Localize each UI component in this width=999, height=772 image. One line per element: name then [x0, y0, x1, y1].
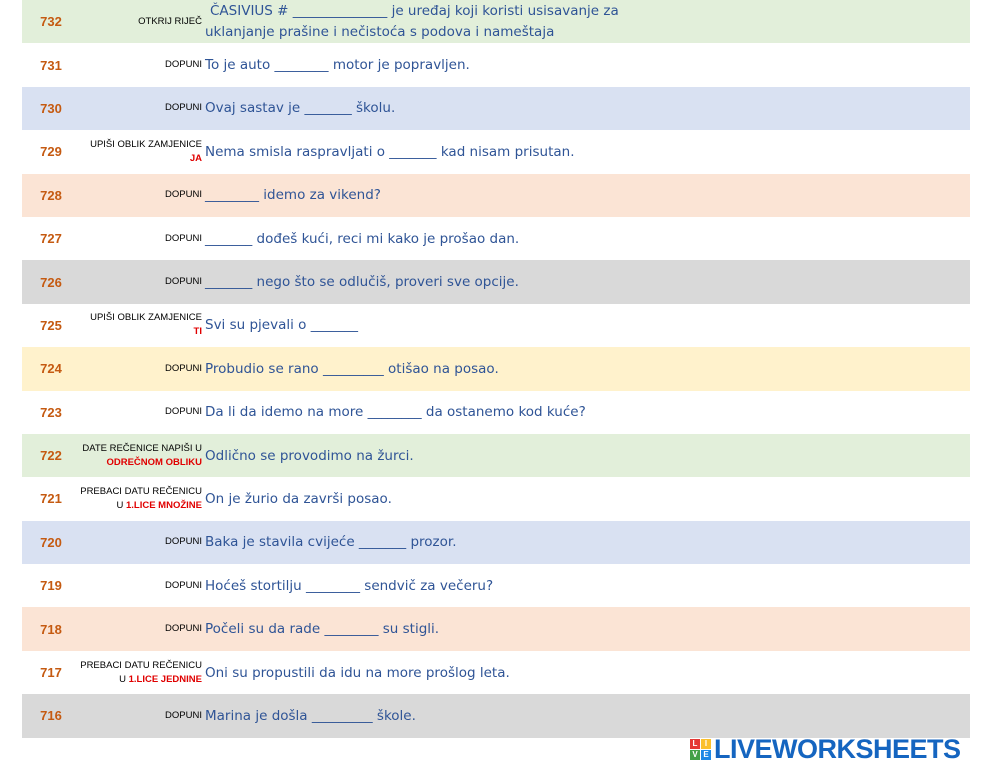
row-number: 716 [40, 708, 62, 724]
table-row [22, 607, 970, 650]
logo-text: LIVEWORKSHEETS [714, 733, 961, 764]
row-instruction: UPIŠI OBLIK ZAMJENICE JA [90, 138, 202, 164]
table-row [22, 43, 970, 86]
table-row [22, 434, 970, 477]
table-row [22, 217, 970, 260]
row-instruction: DOPUNI [165, 189, 202, 201]
row-task: On je žurio da završi posao. [205, 490, 392, 507]
row-number: 718 [40, 621, 62, 637]
row-task: Baka je stavila cvijeće _______ prozor. [205, 534, 457, 551]
row-number: 717 [40, 665, 62, 681]
row-instruction: UPIŠI OBLIK ZAMJENICE TI [90, 312, 202, 338]
row-instruction: DOPUNI [165, 276, 202, 288]
table-row [22, 347, 970, 390]
row-task: Nema smisla raspravljati o _______ kad nisam prisutan. [205, 143, 575, 160]
table-row [22, 304, 970, 347]
table-row [22, 87, 970, 130]
table-row [22, 694, 970, 737]
table-row [22, 130, 970, 173]
logo-grid-icon: L I V E [690, 739, 711, 760]
row-instruction: PREBACI DATU REČENICU U 1.LICE JEDNINE [80, 659, 202, 685]
row-number: 722 [40, 448, 62, 464]
row-task: Odlično se provodimo na žurci. [205, 447, 414, 464]
row-instruction: DOPUNI [165, 536, 202, 548]
row-instruction: PREBACI DATU REČENICU U 1.LICE MNOŽINE [80, 485, 202, 511]
row-instruction: DOPUNI [165, 579, 202, 591]
row-instruction: DOPUNI [165, 232, 202, 244]
row-number: 729 [40, 144, 62, 160]
row-task: Oni su propustili da idu na more prošlog leta. [205, 664, 510, 681]
row-task: To je auto ________ motor je popravljen. [205, 57, 470, 74]
table-row [22, 174, 970, 217]
row-instruction: DOPUNI [165, 623, 202, 635]
row-instruction: DOPUNI [165, 709, 202, 721]
row-number: 725 [40, 317, 62, 333]
row-number: 727 [40, 231, 62, 247]
table-row [22, 564, 970, 607]
row-task: Ovaj sastav je _______ školu. [205, 100, 396, 117]
row-task: Počeli su da rade ________ su stigli. [205, 621, 440, 638]
row-number: 732 [40, 14, 62, 30]
table-row [22, 260, 970, 303]
row-instruction: DOPUNI [165, 59, 202, 71]
row-task: Svi su pjevali o _______ [205, 317, 358, 334]
row-task: _______ nego što se odlučiš, proveri sve opcije. [205, 274, 519, 291]
row-task: Probudio se rano _________ otišao na posao. [205, 360, 499, 377]
row-task: Hoćeš stortilju ________ sendvič za večeru? [205, 577, 494, 594]
row-number: 728 [40, 187, 62, 203]
row-instruction: DATE REČENICE NAPIŠI U ODREČNOM OBLIKU [82, 442, 202, 468]
row-number: 720 [40, 534, 62, 550]
liveworksheets-logo [690, 733, 961, 765]
row-task: _______ dođeš kući, reci mi kako je prošao dan. [205, 230, 520, 247]
worksheet-table [22, 0, 970, 738]
row-number: 731 [40, 57, 62, 73]
row-number: 721 [40, 491, 62, 507]
table-row [22, 0, 970, 43]
row-number: 724 [40, 361, 62, 377]
row-instruction: DOPUNI [165, 362, 202, 374]
table-row [22, 391, 970, 434]
row-number: 726 [40, 274, 62, 290]
row-number: 719 [40, 578, 62, 594]
row-task: Da li da idemo na more ________ da ostanemo kod kuće? [205, 404, 586, 421]
row-number: 723 [40, 404, 62, 420]
row-task: ________ idemo za vikend? [205, 187, 381, 204]
table-row [22, 477, 970, 520]
row-task: ČASIVIUS # ______________ je uređaj koji koristi usisavanje za uklanjanje prašine i nečistoća s podova i nameštaja [205, 2, 619, 40]
table-row [22, 521, 970, 564]
row-number: 730 [40, 100, 62, 116]
row-instruction: DOPUNI [165, 406, 202, 418]
table-row [22, 651, 970, 694]
row-instruction: DOPUNI [165, 102, 202, 114]
row-instruction: OTKRIJ RIJEČ [138, 15, 202, 27]
row-task: Marina je došla _________ škole. [205, 707, 416, 724]
